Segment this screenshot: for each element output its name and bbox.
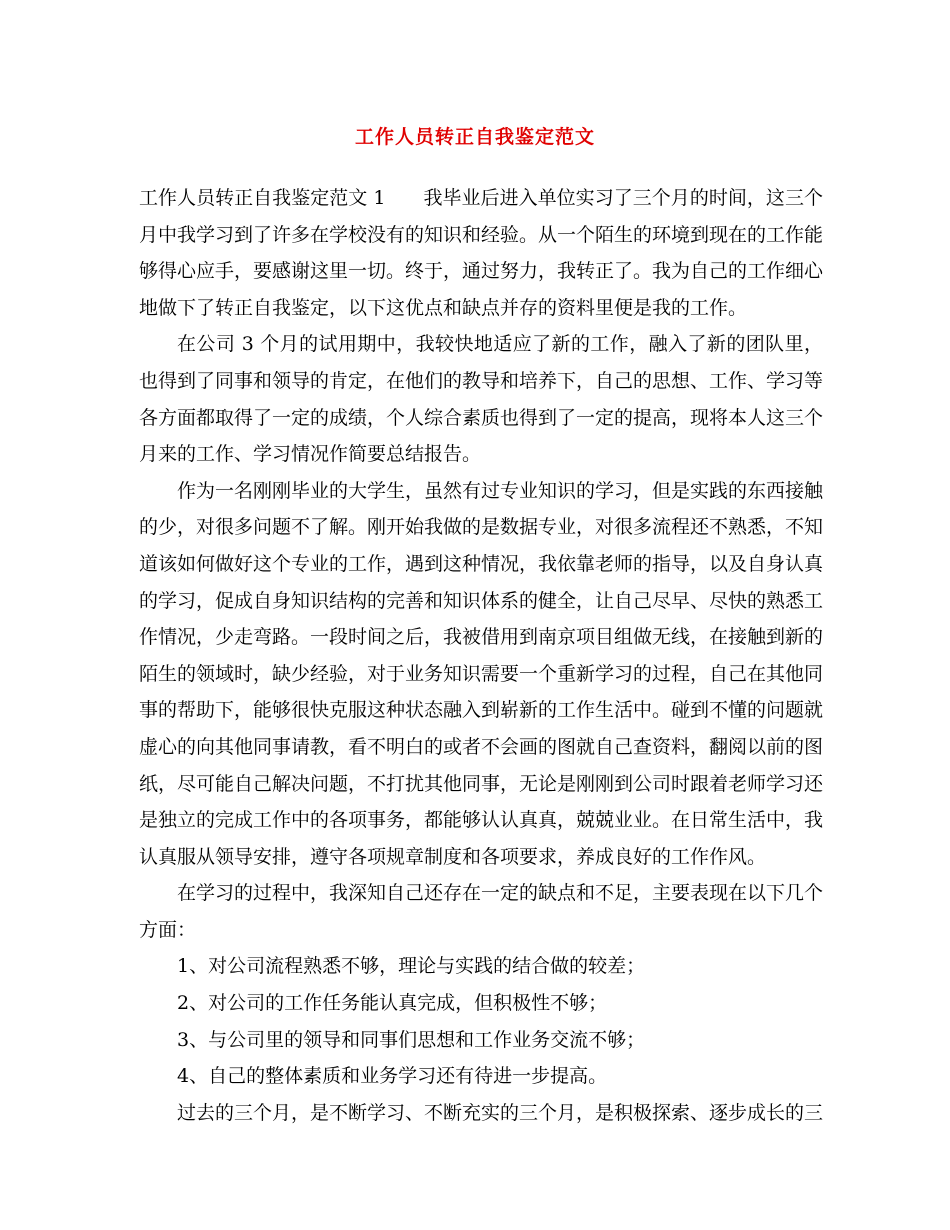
paragraph-1: [139, 180, 823, 326]
list-item-3: 3、与公司里的领导和同事们思想和工作业务交流不够；: [177, 1028, 646, 1051]
paragraph-1-text: 我毕业后进入单位实习了三个月的时间，这三个月中我学习到了许多在学校没有的知识和经验。从一个陌生的环境到现在的工作能够得心应手，要感谢这里一切。终于，通过努力，我转正了。我为自己的工作细心地做下了转正自我鉴定，以下这优点和缺点并存的资料里便是我的工作。: [139, 187, 824, 319]
document-title: 工作人员转正自我鉴定范文: [354, 126, 595, 148]
list-item-1: 1、对公司流程熟悉不够，理论与实践的结合做的较差；: [177, 955, 646, 978]
paragraph-3: 作为一名刚刚毕业的大学生，虽然有过专业知识的学习，但是实践的东西接触的少，对很多问题不了解。刚开始我做的是数据专业，对很多流程还不熟悉，不知道该如何做好这个专业的工作，遇到这种情况，我依靠老师的指导，以及自身认真的学习，促成自身知识结构的完善和知识体系的健全，让自己尽早、尽快的熟悉工作情况，少走弯路。一段时间之后，我被借用到南京项目组做无线，在接触到新的陌生的领域时，缺少经验，对于业务知识需要一个重新学习的过程，自己在其他同事的帮助下，能够很快克服这种状态融入到崭新的工作生活中。碰到不懂的问题就虚心的向其他同事请教，看不明白的或者不会画的图就自己查资料，翻阅以前的图纸，尽可能自己解决问题，不打扰其他同事，无论是刚刚到公司时跟着老师学习还是独立的完成工作中的各项事务，都能够认认真真，兢兢业业。在日常生活中，我认真服从领导安排，遵守各项规章制度和各项要求，养成良好的工作作风。: [139, 479, 824, 868]
document-body: [139, 180, 823, 1131]
paragraph-2: 在公司 3 个月的试用期中，我较快地适应了新的工作，融入了新的团队里，也得到了同事和领导的肯定，在他们的教导和培养下，自己的思想、工作、学习等各方面都取得了一定的成绩，个人综合素质也得到了一定的提高，现将本人这三个月来的工作、学习情况作简要总结报告。: [139, 333, 824, 466]
paragraph-4: 在学习的过程中，我深知自己还存在一定的缺点和不足，主要表现在以下几个方面：: [139, 882, 824, 941]
paragraph-5: 过去的三个月，是不断学习、不断充实的三个月，是积极探索、逐步成长的三: [177, 1101, 824, 1124]
lead-heading: 工作人员转正自我鉴定范文 1: [139, 187, 386, 209]
list-item-2: 2、对公司的工作任务能认真完成，但积极性不够；: [177, 992, 608, 1015]
list-item-4: 4、自己的整体素质和业务学习还有待进一步提高。: [177, 1065, 608, 1088]
